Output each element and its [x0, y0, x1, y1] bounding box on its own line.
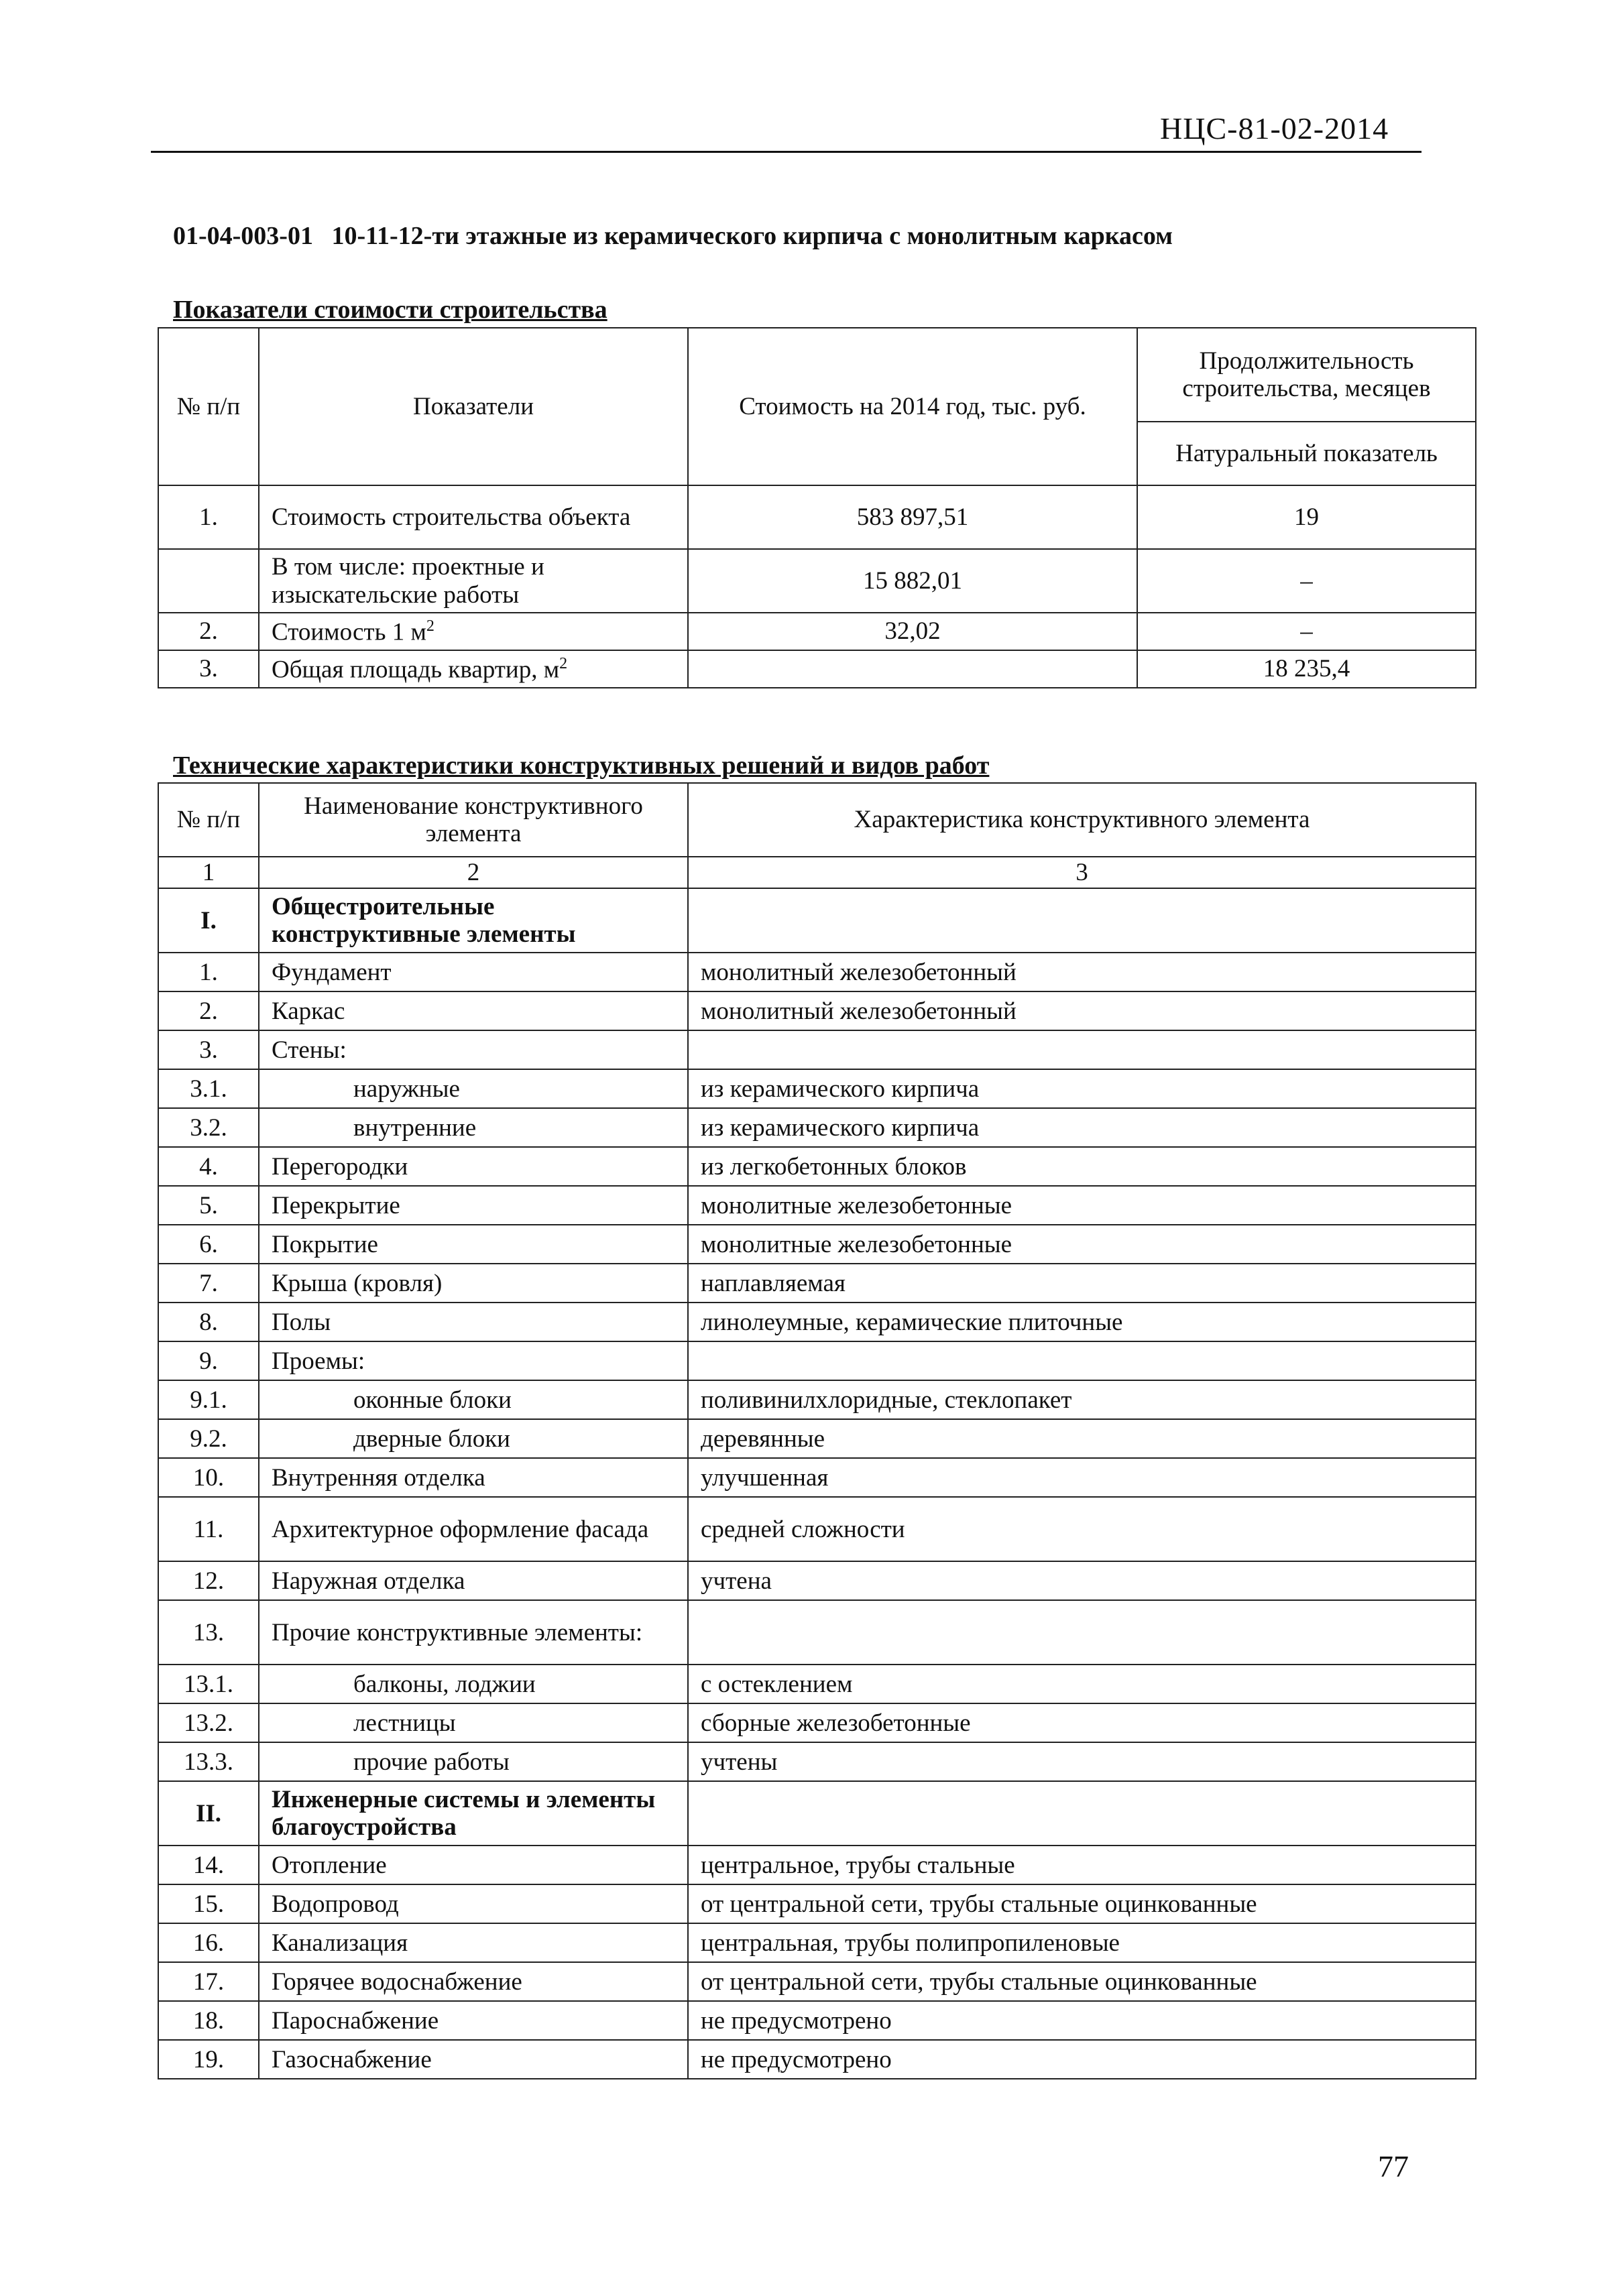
row-element-name: Крыша (кровля) [259, 1264, 688, 1303]
document-code: НЦС-81-02-2014 [1160, 111, 1389, 145]
row-element-name: Каркас [259, 991, 688, 1030]
table-row [158, 1225, 1476, 1264]
row-element-name: прочие работы [259, 1742, 688, 1781]
row-element-name: Отопление [259, 1846, 688, 1884]
row-value-text: – [1300, 617, 1313, 646]
row-num: 13.1. [158, 1665, 259, 1703]
row-num: 17. [158, 1962, 259, 2001]
table-row [158, 1600, 1476, 1665]
row-cost [688, 613, 1137, 650]
superscript: 2 [559, 654, 568, 672]
row-characteristic [688, 888, 1476, 953]
superscript: 2 [426, 617, 434, 635]
row-num: 11. [158, 1497, 259, 1561]
table-row [158, 485, 1476, 549]
row-element-name: Прочие конструктивные элементы: [259, 1600, 688, 1665]
table-row [158, 1380, 1476, 1419]
col-number: 1 [158, 857, 259, 888]
table-row [158, 1458, 1476, 1497]
row-num: II. [158, 1781, 259, 1846]
row-element-name: дверные блоки [259, 1419, 688, 1458]
row-element-name: Водопровод [259, 1884, 688, 1923]
spec-table [158, 782, 1476, 2079]
table-row [158, 613, 1476, 650]
row-characteristic: монолитные железобетонные [688, 1186, 1476, 1225]
row-characteristic [688, 1030, 1476, 1069]
row-num: 2. [158, 991, 259, 1030]
table-row [158, 1561, 1476, 1600]
table-row [158, 1962, 1476, 2001]
table-row [158, 1742, 1476, 1781]
row-characteristic: монолитный железобетонный [688, 991, 1476, 1030]
row-num: 13.2. [158, 1703, 259, 1742]
row-value-text: – [1300, 566, 1313, 595]
row-element-name: оконные блоки [259, 1380, 688, 1419]
row-value [1137, 650, 1476, 688]
row-value [1137, 613, 1476, 650]
row-num [158, 549, 259, 613]
row-element-name: лестницы [259, 1703, 688, 1742]
row-element-name: Проемы: [259, 1341, 688, 1380]
col-header-characteristic: Характеристика конструктивного элемента [688, 783, 1476, 857]
row-element-name: Горячее водоснабжение [259, 1962, 688, 2001]
row-element-name: наружные [259, 1069, 688, 1108]
row-characteristic: монолитный железобетонный [688, 953, 1476, 991]
title-text: 10-11-12-ти этажные из керамического кирпича с монолитным каркасом [331, 222, 1173, 250]
row-element-name: Стены: [259, 1030, 688, 1069]
row-element-name: Полы [259, 1303, 688, 1341]
row-characteristic: не предусмотрено [688, 2001, 1476, 2040]
table-row [158, 1923, 1476, 1962]
row-num [158, 613, 259, 650]
row-element-name: Перекрытие [259, 1186, 688, 1225]
row-name-text: В том числе: проектные и изыскательские работы [272, 553, 544, 609]
table-row [158, 1497, 1476, 1561]
table-row [158, 549, 1476, 613]
row-characteristic: не предусмотрено [688, 2040, 1476, 2079]
table-row [158, 1069, 1476, 1108]
row-element-name: Газоснабжение [259, 2040, 688, 2079]
row-characteristic: от центральной сети, трубы стальные оцинкованные [688, 1884, 1476, 1923]
row-num: 9. [158, 1341, 259, 1380]
row-characteristic: учтена [688, 1561, 1476, 1600]
row-characteristic: с остеклением [688, 1665, 1476, 1703]
col-header-duration-sub: Натуральный показатель [1137, 422, 1476, 485]
row-name [259, 650, 688, 688]
row-characteristic [688, 1781, 1476, 1846]
row-num [158, 485, 259, 549]
row-num: 12. [158, 1561, 259, 1600]
row-characteristic: деревянные [688, 1419, 1476, 1458]
table-row [158, 650, 1476, 688]
table-row [158, 1846, 1476, 1884]
col-header-element: Наименование конструктивного элемента [259, 783, 688, 857]
row-element-name: Канализация [259, 1923, 688, 1962]
row-element-name: Перегородки [259, 1147, 688, 1186]
row-value [1137, 549, 1476, 613]
row-cost [688, 650, 1137, 688]
row-cost-text: 15 882,01 [863, 566, 962, 595]
row-element-name: Пароснабжение [259, 2001, 688, 2040]
row-num: 9.2. [158, 1419, 259, 1458]
row-num: I. [158, 888, 259, 953]
table-row [158, 2001, 1476, 2040]
row-num: 8. [158, 1303, 259, 1341]
row-characteristic: центральное, трубы стальные [688, 1846, 1476, 1884]
row-num: 3. [158, 1030, 259, 1069]
table-row [158, 1703, 1476, 1742]
table-row [158, 1186, 1476, 1225]
row-characteristic: линолеумные, керамические плиточные [688, 1303, 1476, 1341]
row-element-name: Внутренняя отделка [259, 1458, 688, 1497]
col-header-num: № п/п [158, 328, 259, 485]
col-number: 2 [259, 857, 688, 888]
row-cost [688, 485, 1137, 549]
cost-table [158, 327, 1476, 688]
row-characteristic [688, 1600, 1476, 1665]
row-value-text: 18 235,4 [1263, 655, 1350, 683]
table-row [158, 1303, 1476, 1341]
row-num: 1. [158, 953, 259, 991]
table-row [158, 1665, 1476, 1703]
table-row [158, 1108, 1476, 1147]
row-num-text: 1. [199, 503, 218, 531]
table-row [158, 1341, 1476, 1380]
row-characteristic: монолитные железобетонные [688, 1225, 1476, 1264]
row-element-name: Покрытие [259, 1225, 688, 1264]
row-num: 9.1. [158, 1380, 259, 1419]
row-characteristic: из керамического кирпича [688, 1069, 1476, 1108]
row-element-name: Общестроительные конструктивные элементы [259, 888, 688, 953]
row-num: 5. [158, 1186, 259, 1225]
row-cost-text: 583 897,51 [856, 503, 969, 531]
row-num: 3.1. [158, 1069, 259, 1108]
row-element-name: Наружная отделка [259, 1561, 688, 1600]
row-element-name: Фундамент [259, 953, 688, 991]
row-num: 16. [158, 1923, 259, 1962]
col-header-indicator: Показатели [259, 328, 688, 485]
row-num: 13.3. [158, 1742, 259, 1781]
row-characteristic: поливинилхлоридные, стеклопакет [688, 1380, 1476, 1419]
row-num: 13. [158, 1600, 259, 1665]
row-element-name: балконы, лоджии [259, 1665, 688, 1703]
title-code: 01-04-003-01 [173, 222, 313, 250]
spec-section-title: Технические характеристики конструктивных решений и видов работ [173, 751, 990, 780]
col-number: 3 [688, 857, 1476, 888]
table-row [158, 1884, 1476, 1923]
table-row [158, 1030, 1476, 1069]
section-row [158, 1781, 1476, 1846]
row-num: 15. [158, 1884, 259, 1923]
row-num: 14. [158, 1846, 259, 1884]
table-row [158, 2040, 1476, 2079]
row-characteristic: учтены [688, 1742, 1476, 1781]
row-characteristic: сборные железобетонные [688, 1703, 1476, 1742]
row-value-text: 19 [1294, 503, 1319, 531]
row-name [259, 485, 688, 549]
page-title [173, 221, 1173, 251]
table-row [158, 991, 1476, 1030]
col-header-duration: Продолжительность строительства, месяцев [1137, 328, 1476, 422]
row-cost [688, 549, 1137, 613]
row-element-name: Инженерные системы и элементы благоустройства [259, 1781, 688, 1846]
header-rule [151, 151, 1422, 153]
table-row [158, 953, 1476, 991]
row-characteristic: наплавляемая [688, 1264, 1476, 1303]
table-row [158, 1264, 1476, 1303]
row-num: 3.2. [158, 1108, 259, 1147]
table-row [158, 1419, 1476, 1458]
row-name-text: Стоимость строительства объекта [272, 503, 631, 531]
row-name [259, 613, 688, 650]
row-num: 6. [158, 1225, 259, 1264]
row-num: 4. [158, 1147, 259, 1186]
row-characteristic: из керамического кирпича [688, 1108, 1476, 1147]
col-header-num: № п/п [158, 783, 259, 857]
row-num [158, 650, 259, 688]
row-value [1137, 485, 1476, 549]
row-num-text: 2. [199, 617, 218, 646]
row-characteristic: из легкобетонных блоков [688, 1147, 1476, 1186]
row-name [259, 549, 688, 613]
row-num: 10. [158, 1458, 259, 1497]
row-name-text: Общая площадь квартир, м [272, 655, 560, 683]
row-name-text: Стоимость 1 м [272, 617, 426, 646]
col-header-cost: Стоимость на 2014 год, тыс. руб. [688, 328, 1137, 485]
row-characteristic: средней сложности [688, 1497, 1476, 1561]
cost-section-title: Показатели стоимости строительства [173, 296, 607, 324]
row-characteristic [688, 1341, 1476, 1380]
row-num: 19. [158, 2040, 259, 2079]
page-number: 77 [1378, 2149, 1409, 2183]
row-characteristic: от центральной сети, трубы стальные оцинкованные [688, 1962, 1476, 2001]
row-characteristic: центральная, трубы полипропиленовые [688, 1923, 1476, 1962]
section-row [158, 888, 1476, 953]
row-characteristic: улучшенная [688, 1458, 1476, 1497]
row-element-name: Архитектурное оформление фасада [259, 1497, 688, 1561]
row-num: 18. [158, 2001, 259, 2040]
row-num: 7. [158, 1264, 259, 1303]
row-element-name: внутренние [259, 1108, 688, 1147]
row-cost-text: 32,02 [884, 617, 941, 646]
table-row [158, 1147, 1476, 1186]
row-num-text: 3. [199, 655, 218, 683]
